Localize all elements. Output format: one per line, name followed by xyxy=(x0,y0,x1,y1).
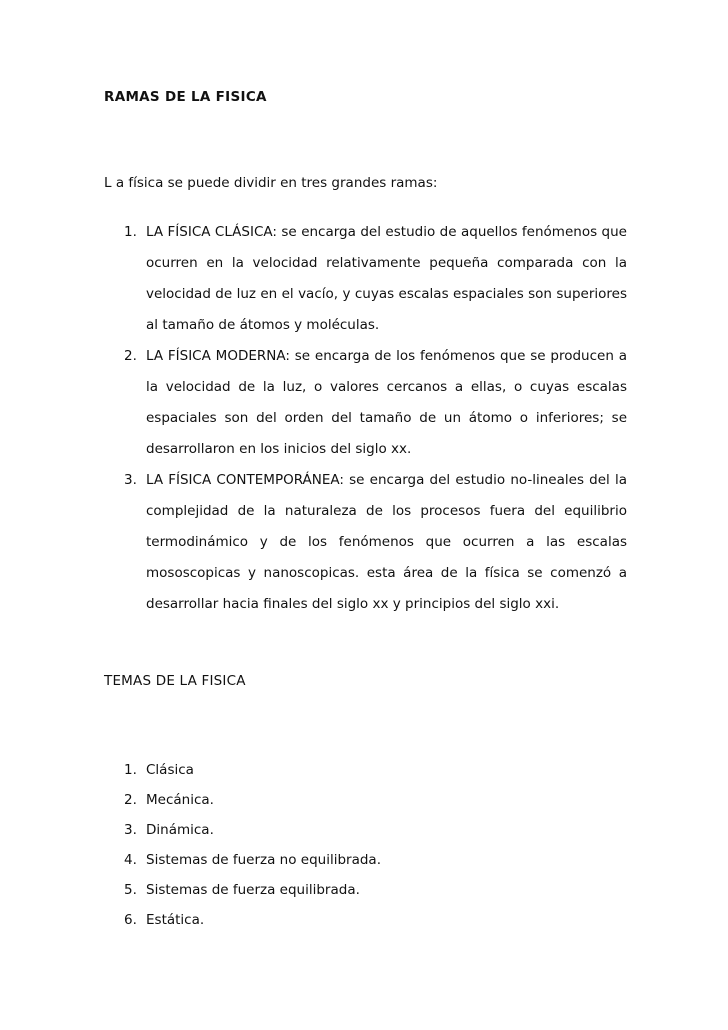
list-item-number: 3. xyxy=(124,472,137,488)
list-item-text: LA FÍSICA CONTEMPORÁNEA: se encarga del estudio no-lineales del la complejidad de la naturaleza de los procesos fuera del equilibrio termodinámico y de los fenómenos que ocurren a las escalas mososcopicas y nanoscopicas. esta área de la física se comenzó a desarrollar hacia finales del siglo xx y principios del siglo xxi. xyxy=(146,472,627,612)
list-item-text: Sistemas de fuerza no equilibrada. xyxy=(146,852,381,868)
list-item xyxy=(104,341,627,465)
list-item-number: 4. xyxy=(124,852,137,868)
list-item-number: 3. xyxy=(124,822,137,838)
heading-temas: TEMAS DE LA FISICA xyxy=(104,673,246,689)
list-item-text: Estática. xyxy=(146,912,205,928)
list-item-number: 5. xyxy=(124,882,137,898)
list-item-number: 1. xyxy=(124,762,137,778)
list-item xyxy=(104,905,381,935)
temas-list xyxy=(104,755,381,935)
list-item xyxy=(104,217,627,341)
list-item-text: Dinámica. xyxy=(146,822,214,838)
list-item xyxy=(104,785,381,815)
list-item xyxy=(104,755,381,785)
list-item xyxy=(104,875,381,905)
list-item xyxy=(104,845,381,875)
list-item-text: Mecánica. xyxy=(146,792,214,808)
list-item-text: Sistemas de fuerza equilibrada. xyxy=(146,882,360,898)
list-item-number: 6. xyxy=(124,912,137,928)
list-item-text: LA FÍSICA CLÁSICA: se encarga del estudio de aquellos fenómenos que ocurren en la velocidad relativamente pequeña comparada con la velocidad de luz en el vacío, y cuyas escalas espaciales son superiores al tamaño de átomos y moléculas. xyxy=(146,224,627,333)
list-item-text: LA FÍSICA MODERNA: se encarga de los fenómenos que se producen a la velocidad de la luz, o valores cercanos a ellas, o cuyas escalas espaciales son del orden del tamaño de un átomo o inferiores; se desarrollaron en los inicios del siglo xx. xyxy=(146,348,627,457)
list-item xyxy=(104,815,381,845)
list-item-number: 2. xyxy=(124,792,137,808)
list-item-number: 2. xyxy=(124,348,137,364)
intro-paragraph: L a física se puede dividir en tres grandes ramas: xyxy=(104,175,438,191)
list-item xyxy=(104,465,627,620)
heading-ramas: RAMAS DE LA FISICA xyxy=(104,89,267,105)
ramas-list xyxy=(104,217,627,620)
list-item-number: 1. xyxy=(124,224,137,240)
list-item-text: Clásica xyxy=(146,762,194,778)
